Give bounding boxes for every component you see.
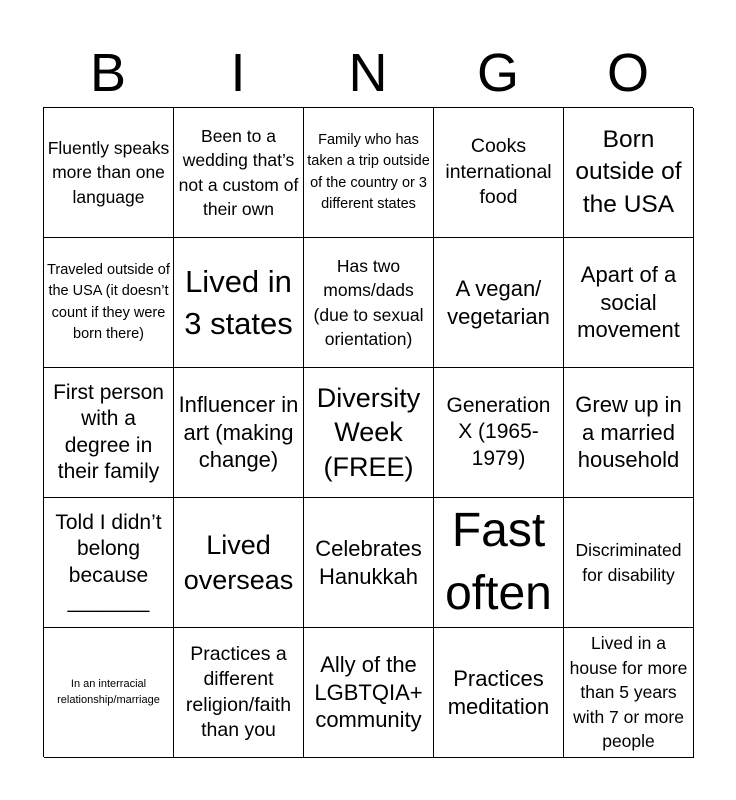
bingo-cell-r2c3[interactable]: Has two moms/dads (due to sexual orientation) <box>304 238 434 368</box>
bingo-cell-r1c1[interactable]: Fluently speaks more than one language <box>44 108 174 238</box>
bingo-header <box>43 38 693 108</box>
bingo-cell-r2c4[interactable]: A vegan/ vegetarian <box>434 238 564 368</box>
bingo-cell-r4c5[interactable]: Discriminated for disability <box>564 498 694 628</box>
header-letter-b: B <box>89 43 127 103</box>
bingo-cell-r1c2[interactable]: Been to a wedding that’s not a custom of their own <box>174 108 304 238</box>
bingo-cell-r4c3[interactable]: Celebrates Hanukkah <box>304 498 434 628</box>
bingo-cell-r5c1[interactable]: In an interracial relationship/marriage <box>44 628 174 758</box>
bingo-cell-r3c1[interactable]: First person with a degree in their family <box>44 368 174 498</box>
bingo-cell-r2c1[interactable]: Traveled outside of the USA (it doesn’t count if they were born there) <box>44 238 174 368</box>
bingo-cell-r5c3[interactable]: Ally of the LGBTQIA+ community <box>304 628 434 758</box>
bingo-cell-r3c2[interactable]: Influencer in art (making change) <box>174 368 304 498</box>
bingo-cell-r5c2[interactable]: Practices a different religion/faith than you <box>174 628 304 758</box>
bingo-cell-r1c3[interactable]: Family who has taken a trip outside of the country or 3 different states <box>304 108 434 238</box>
bingo-cell-r1c4[interactable]: Cooks international food <box>434 108 564 238</box>
bingo-cell-r3c3[interactable]: Diversity Week (FREE) <box>304 368 434 498</box>
header-letter-n: N <box>348 43 388 103</box>
bingo-cell-r2c5[interactable]: Apart of a social movement <box>564 238 694 368</box>
bingo-cell-r4c2[interactable]: Lived overseas <box>174 498 304 628</box>
bingo-cell-r3c4[interactable]: Generation X (1965-1979) <box>434 368 564 498</box>
bingo-cell-r5c4[interactable]: Practices meditation <box>434 628 564 758</box>
bingo-cell-r2c2[interactable]: Lived in 3 states <box>174 238 304 368</box>
header-letter-g: G <box>476 43 519 103</box>
bingo-cell-r3c5[interactable]: Grew up in a married household <box>564 368 694 498</box>
bingo-cell-r4c4[interactable]: Fast often <box>434 498 564 628</box>
bingo-cell-r1c5[interactable]: Born outside of the USA <box>564 108 694 238</box>
header-letter-i: I <box>230 43 246 103</box>
bingo-cell-r4c1[interactable]: Told I didn’t belong because _______ <box>44 498 174 628</box>
header-letter-o: O <box>606 43 649 103</box>
bingo-grid <box>43 107 693 757</box>
bingo-cell-r5c5[interactable]: Lived in a house for more than 5 years with 7 or more people <box>564 628 694 758</box>
